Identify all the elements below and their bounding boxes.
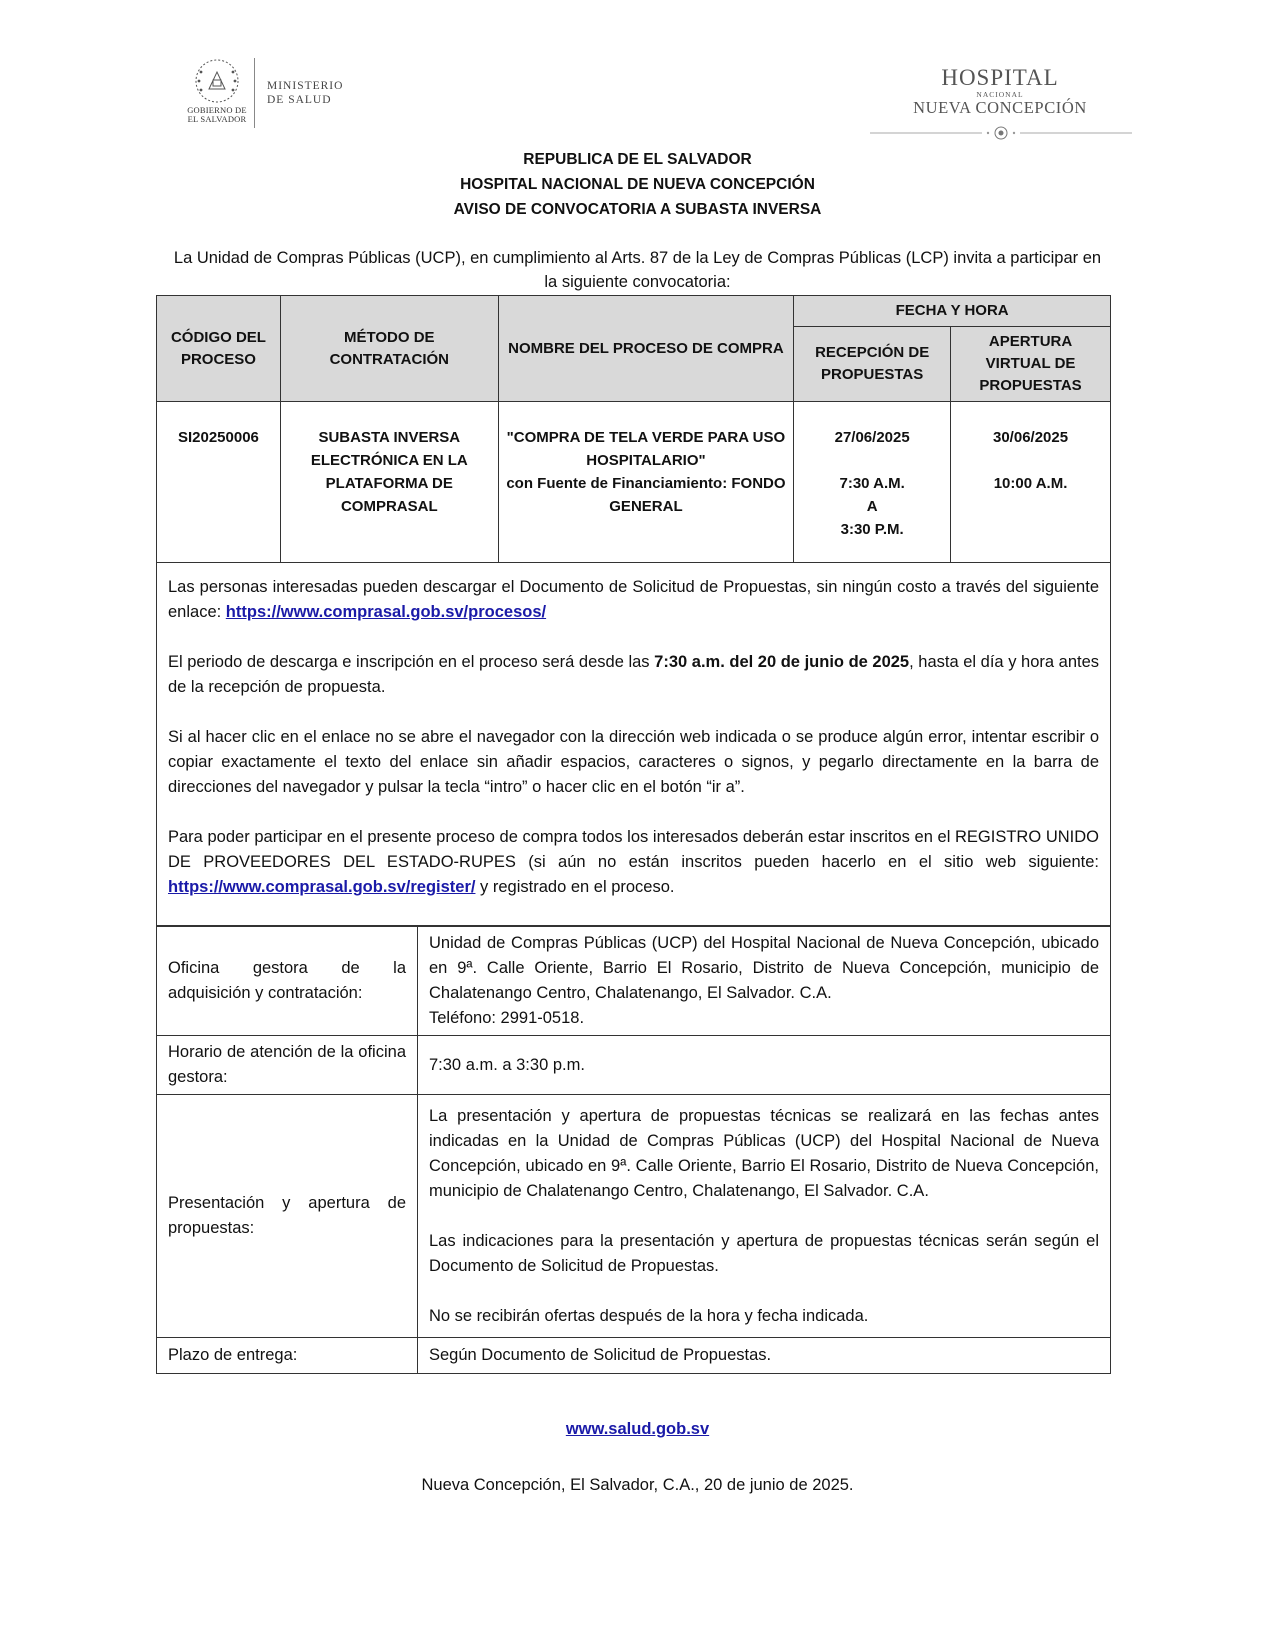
register-link[interactable]: https://www.comprasal.gob.sv/register/ bbox=[168, 878, 476, 896]
title-line2: HOSPITAL NACIONAL DE NUEVA CONCEPCIÓN bbox=[460, 176, 815, 193]
cell-code: SI20250006 bbox=[157, 402, 281, 563]
title-line1: REPUBLICA DE EL SALVADOR bbox=[523, 151, 752, 168]
header-date-group: FECHA Y HORA bbox=[794, 296, 1111, 327]
ministry-line2: DE SALUD bbox=[267, 94, 332, 106]
download-text: Las personas interesadas pueden descargar el Documento de Solicitud de Propuestas, sin ningún costo a través del siguiente enlace: bbox=[168, 578, 1099, 621]
hospital-logo-line2: NACIONAL bbox=[976, 90, 1024, 99]
reception-date: 27/06/2025 bbox=[834, 429, 910, 446]
office-phone: Teléfono: 2991-0518. bbox=[429, 1009, 585, 1027]
opening-time: 10:00 A.M. bbox=[993, 475, 1068, 492]
header-method: MÉTODO DE CONTRATACIÓN bbox=[280, 296, 498, 402]
table-row bbox=[157, 927, 1111, 1036]
office-address: Unidad de Compras Públicas (UCP) del Hospital Nacional de Nueva Concepción, ubicado en 9ª. Calle Oriente, Barrio El Rosario, Distrito de Nueva Concepción, municipio de Chalatenango Centro, Chalatenango, El Salvador. C.A. bbox=[429, 934, 1099, 1002]
registration-text: Para poder participar en el presente proceso de compra todos los interesados deberán estar inscritos en el REGISTRO UNIDO DE PROVEEDORES DEL ESTADO-RUPES (si aún no están inscritos pueden hacerlo en el sitio web siguiente: bbox=[168, 828, 1099, 871]
table-row bbox=[157, 1036, 1111, 1095]
presentation-label: Presentación y apertura de propuestas: bbox=[157, 1095, 418, 1338]
salud-website-link[interactable]: www.salud.gob.sv bbox=[565, 1420, 710, 1438]
header-code: CÓDIGO DEL PROCESO bbox=[157, 296, 281, 402]
notice-box bbox=[156, 557, 1111, 926]
ministry-logo bbox=[188, 56, 343, 130]
delivery-value: Según Documento de Solicitud de Propuestas. bbox=[418, 1338, 1111, 1374]
cell-reception bbox=[794, 402, 951, 563]
reception-time-to: 3:30 P.M. bbox=[840, 521, 904, 538]
table-row bbox=[157, 1095, 1111, 1338]
table-row bbox=[157, 402, 1111, 563]
office-label: Oficina gestora de la adquisición y contratación: bbox=[157, 927, 418, 1036]
ministry-name bbox=[267, 79, 343, 107]
header-reception: RECEPCIÓN DE PROPUESTAS bbox=[794, 327, 951, 402]
reception-time-separator: A bbox=[866, 498, 878, 515]
period-text-after: , hasta el día y hora antes de la recepción de propuesta. bbox=[168, 653, 1100, 696]
footer-link-wrap bbox=[0, 1420, 1275, 1439]
logo-divider bbox=[254, 58, 255, 128]
seal-caption-line2: EL SALVADOR bbox=[187, 114, 247, 124]
presentation-paragraph-3: No se recibirán ofertas después de la hora y fecha indicada. bbox=[429, 1306, 869, 1325]
opening-date: 30/06/2025 bbox=[993, 429, 1069, 446]
hours-label: Horario de atención de la oficina gestora: bbox=[157, 1036, 418, 1095]
presentation-paragraph-2: Las indicaciones para la presentación y apertura de propuestas técnicas serán según el Documento de Solicitud de Propuestas. bbox=[429, 1231, 1099, 1275]
presentation-paragraph-1: La presentación y apertura de propuestas técnicas se realizará en las fechas antes indicadas en la Unidad de Compras Públicas (UCP) del Hospital Nacional de Nueva Concepción, ubicado en 9ª. Calle Oriente, Barrio El Rosario, Distrito de Nueva Concepción, municipio de Chalatenango Centro, Chalatenango, El Salvador. C.A. bbox=[429, 1106, 1099, 1200]
document-title bbox=[0, 147, 1275, 222]
process-table bbox=[156, 295, 1111, 563]
cell-opening bbox=[951, 402, 1111, 563]
table-row bbox=[157, 1338, 1111, 1374]
cell-name bbox=[498, 402, 794, 563]
cell-method: SUBASTA INVERSA ELECTRÓNICA EN LA PLATAFORMA DE COMPRASAL bbox=[280, 402, 498, 563]
notice-paragraph-period bbox=[168, 650, 1099, 700]
footer-date-line: Nueva Concepción, El Salvador, C.A., 20 de junio de 2025. bbox=[421, 1476, 854, 1494]
intro-paragraph: La Unidad de Compras Públicas (UCP), en cumplimiento al Arts. 87 de la Ley de Compras Públicas (LCP) invita a participar en la siguiente convocatoria: bbox=[173, 249, 1102, 291]
coat-of-arms-seal bbox=[188, 56, 248, 130]
coat-of-arms-icon bbox=[192, 56, 242, 106]
presentation-value bbox=[418, 1095, 1111, 1338]
notice-paragraph-help: Si al hacer clic en el enlace no se abre el navegador con la dirección web indicada o se produce algún error, intentar escribir o copiar exactamente el texto del enlace sin añadir espacios, caracteres o signos, y pegarlo directamente en la barra de direcciones del navegador y pulsar la tecla “intro” o hacer clic en el botón “ir a”. bbox=[168, 728, 1099, 796]
registration-text-after: y registrado en el proceso. bbox=[475, 878, 675, 896]
hours-value: 7:30 a.m. a 3:30 p.m. bbox=[418, 1036, 1111, 1095]
details-table bbox=[156, 926, 1111, 1374]
period-start: 7:30 a.m. del 20 de junio de 2025 bbox=[654, 653, 910, 671]
title-line3: AVISO DE CONVOCATORIA A SUBASTA INVERSA bbox=[453, 201, 822, 218]
hospital-logo-line3: NUEVA CONCEPCIÓN bbox=[913, 98, 1087, 117]
hospital-logo-line1: HOSPITAL bbox=[941, 65, 1059, 90]
hospital-logo bbox=[880, 66, 1120, 117]
seal-caption-line1: GOBIERNO DE bbox=[187, 105, 247, 115]
period-text-before: El periodo de descarga e inscripción en el proceso será desde las bbox=[168, 653, 655, 671]
ministry-line1: MINISTERIO bbox=[267, 80, 344, 92]
notice-paragraph-registration bbox=[168, 825, 1099, 900]
header-name: NOMBRE DEL PROCESO DE COMPRA bbox=[498, 296, 794, 402]
notice-paragraph-download bbox=[168, 575, 1099, 625]
reception-time-from: 7:30 A.M. bbox=[839, 475, 905, 492]
header-opening: APERTURA VIRTUAL DE PROPUESTAS bbox=[951, 327, 1111, 402]
procesos-link[interactable]: https://www.comprasal.gob.sv/procesos/ bbox=[225, 603, 547, 621]
office-value bbox=[418, 927, 1111, 1036]
ornament-icon bbox=[870, 126, 1132, 140]
delivery-label: Plazo de entrega: bbox=[157, 1338, 418, 1374]
funding-source: con Fuente de Financiamiento: FONDO GENERAL bbox=[506, 475, 786, 515]
process-name: "COMPRA DE TELA VERDE PARA USO HOSPITALARIO" bbox=[506, 429, 786, 469]
seal-caption bbox=[184, 106, 250, 124]
